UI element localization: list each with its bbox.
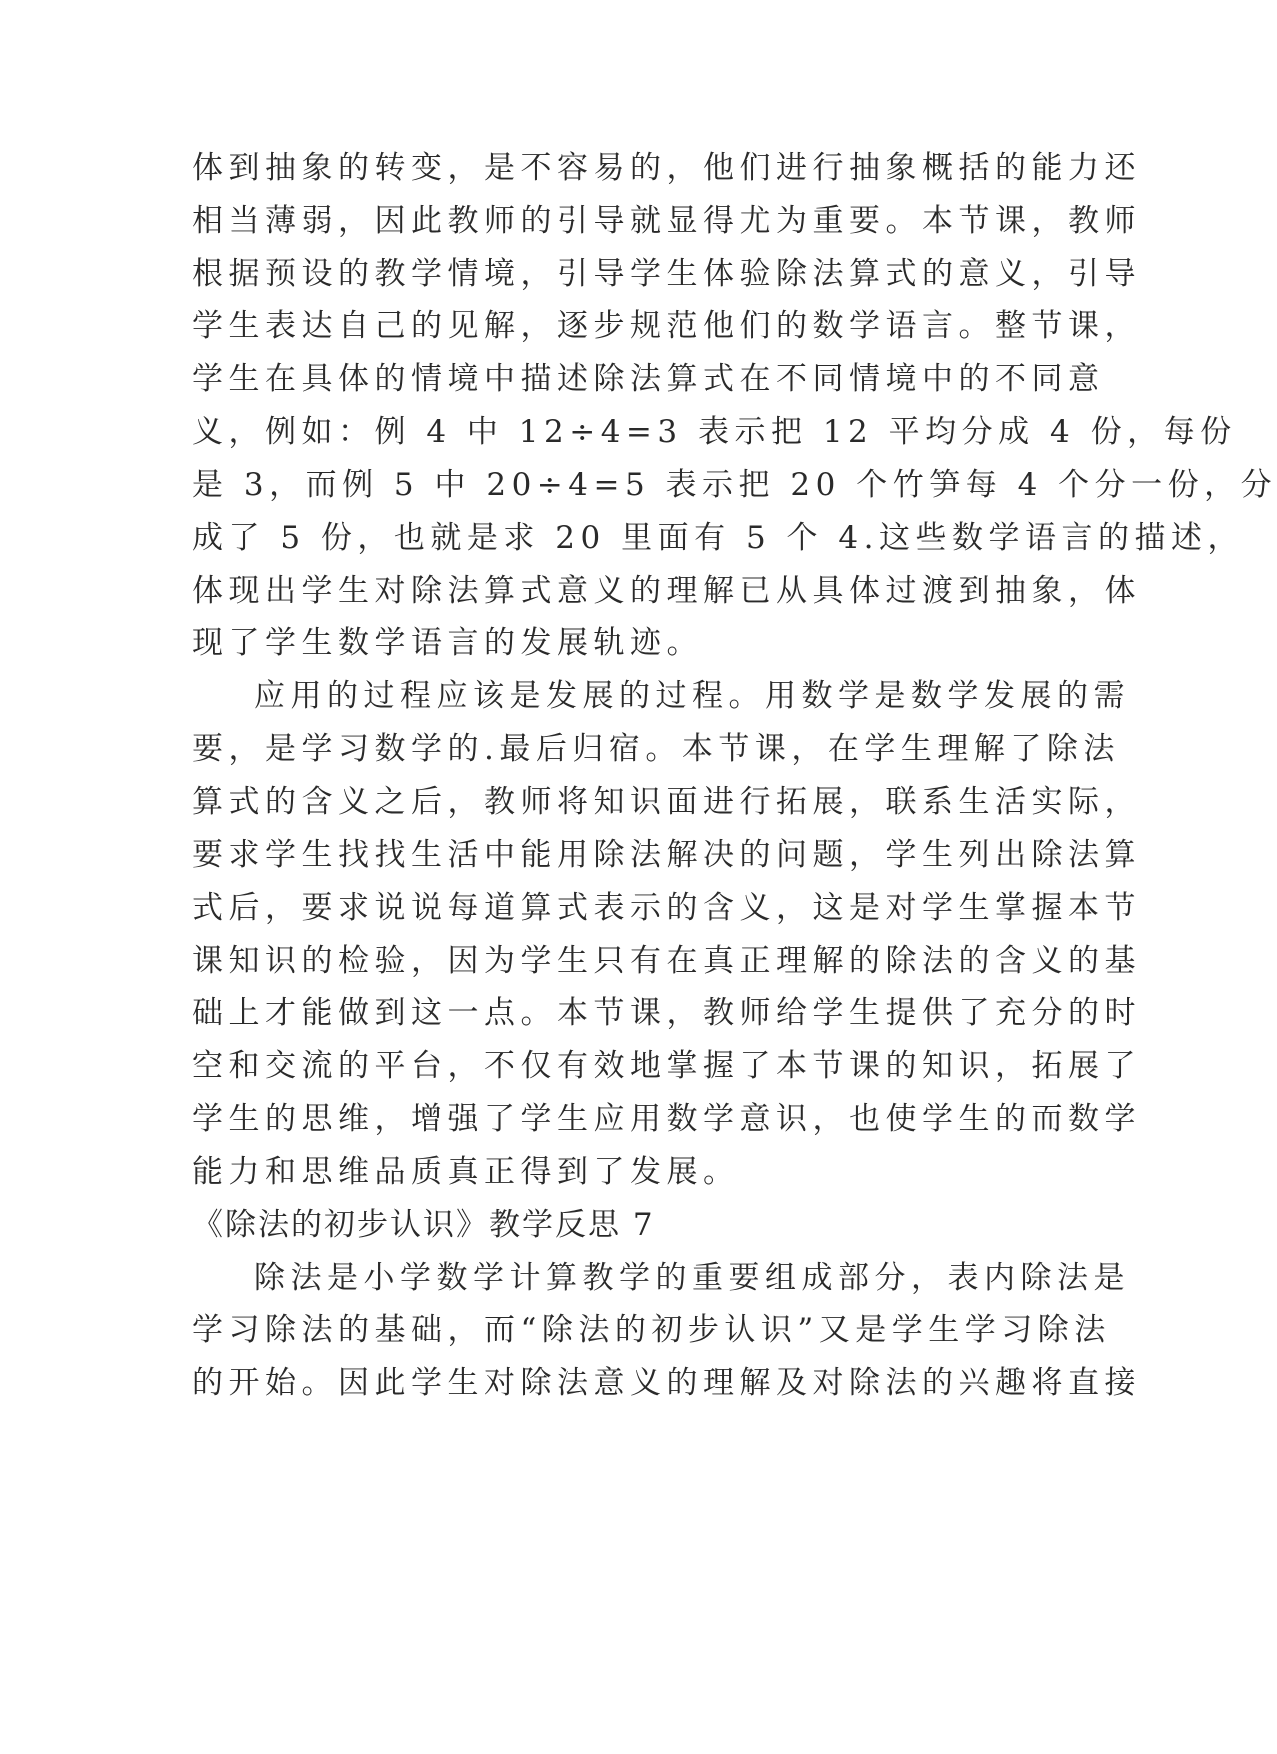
text-line: 体到抽象的转变，是不容易的，他们进行抽象概括的能力还 [192,150,1141,186]
text-line: 要求学生找找生活中能用除法解决的问题，学生列出除法算 [192,837,1141,873]
text-line: 式后，要求说说每道算式表示的含义，这是对学生掌握本节 [192,890,1141,926]
text-line: 要，是学习数学的.最后归宿。本节课，在学生理解了除法 [192,731,1120,767]
text-line: 学生的思维，增强了学生应用数学意识，也使学生的而数学 [192,1101,1141,1137]
text-line: 算式的含义之后，教师将知识面进行拓展，联系生活实际， [192,784,1141,820]
text-line: 的开始。因此学生对除法意义的理解及对除法的兴趣将直接 [192,1365,1141,1401]
text-line: 现了学生数学语言的发展轨迹。 [192,625,703,661]
text-line: 根据预设的教学情境，引导学生体验除法算式的意义，引导 [192,256,1141,292]
text-line: 义，例如：例 4 中 12÷4=3 表示把 12 平均分成 4 份，每份 [192,414,1237,450]
text-line: 学习除法的基础，而“除法的初步认识”又是学生学习除法 [192,1312,1111,1348]
text-line: 能力和思维品质真正得到了发展。 [192,1154,740,1190]
section-heading: 《除法的初步认识》教学反思 7 [192,1207,655,1243]
text-line: 是 3，而例 5 中 20÷4=5 表示把 20 个竹笋每 4 个分一份，分 [192,467,1277,503]
text-line: 课知识的检验，因为学生只有在真正理解的除法的含义的基 [192,943,1141,979]
text-line: 成了 5 份，也就是求 20 里面有 5 个 4.这些数学语言的描述， [192,520,1244,556]
text-line: 体现出学生对除法算式意义的理解已从具体过渡到抽象，体 [192,573,1141,609]
text-line: 学生在具体的情境中描述除法算式在不同情境中的不同意 [192,361,1105,397]
text-line: 除法是小学数学计算教学的重要组成部分，表内除法是 [254,1260,1130,1296]
text-line: 础上才能做到这一点。本节课，教师给学生提供了充分的时 [192,995,1141,1031]
text-line: 应用的过程应该是发展的过程。用数学是数学发展的需 [254,678,1130,714]
text-line: 学生表达自己的见解，逐步规范他们的数学语言。整节课， [192,308,1141,344]
text-line: 相当薄弱，因此教师的引导就显得尤为重要。本节课，教师 [192,203,1141,239]
text-line: 空和交流的平台，不仅有效地掌握了本节课的知识，拓展了 [192,1048,1141,1084]
